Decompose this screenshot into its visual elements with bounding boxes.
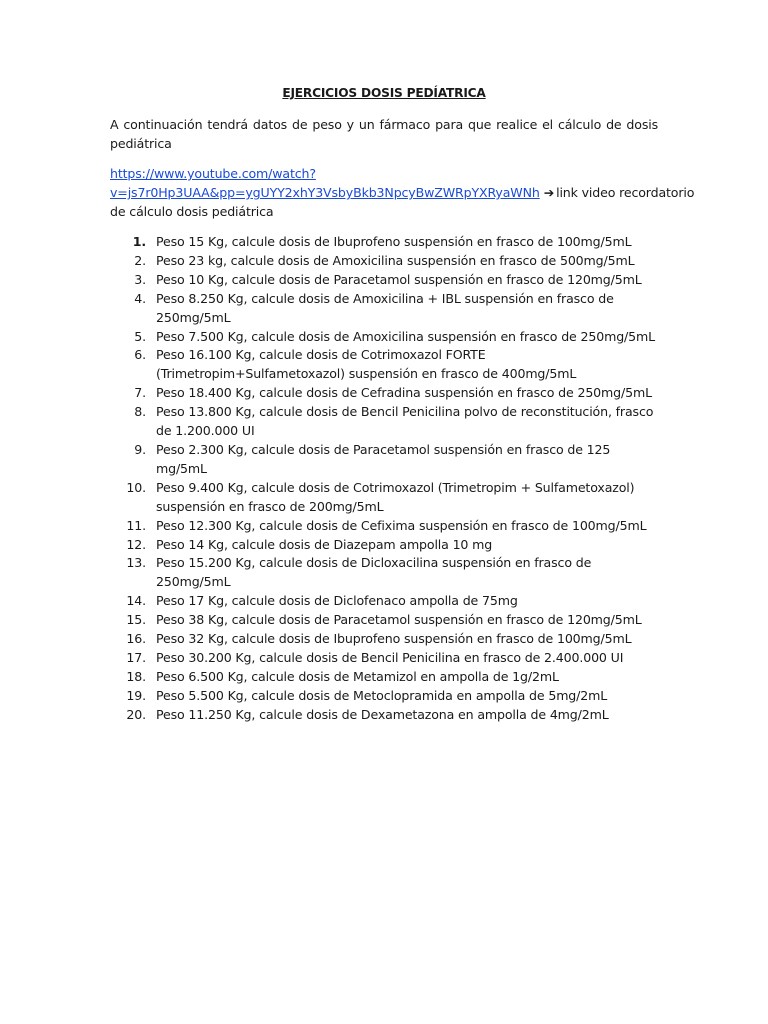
list-item <box>110 630 658 649</box>
list-item-text: Peso 12.300 Kg, calcule dosis de Cefixima suspensión en frasco de 100mg/5mL <box>156 517 647 533</box>
list-item-number: 19. <box>126 687 146 703</box>
list-item-number: 13. <box>126 555 146 571</box>
link-description-continued: de cálculo dosis pediátrica <box>110 204 274 219</box>
list-item-text: Peso 5.500 Kg, calcule dosis de Metoclopramida en ampolla de 5mg/2mL <box>156 687 608 703</box>
list-item-text: Peso 38 Kg, calcule dosis de Paracetamol suspensión en frasco de 120mg/5mL <box>156 612 642 628</box>
list-item <box>110 479 658 517</box>
list-item-text: Peso 32 Kg, calcule dosis de Ibuprofeno suspensión en frasco de 100mg/5mL <box>156 631 632 647</box>
list-item <box>110 687 658 706</box>
list-item-text: Peso 11.250 Kg, calcule dosis de Dexametazona en ampolla de 4mg/2mL <box>156 706 609 722</box>
list-item <box>110 290 658 328</box>
list-item <box>110 328 658 347</box>
list-item-text: Peso 6.500 Kg, calcule dosis de Metamizol en ampolla de 1g/2mL <box>156 668 559 684</box>
youtube-link-line-1[interactable]: https://www.youtube.com/watch? <box>110 166 316 181</box>
list-item-number: 2. <box>134 252 146 268</box>
page-title: EJERCICIOS DOSIS PEDÍATRICA <box>282 86 486 100</box>
right-arrow-icon: ➔ <box>543 185 555 200</box>
list-item <box>110 611 658 630</box>
list-item <box>110 668 658 687</box>
list-item <box>110 441 658 479</box>
list-item-text: Peso 14 Kg, calcule dosis de Diazepam ampolla 10 mg <box>156 536 493 552</box>
list-item-text: Peso 10 Kg, calcule dosis de Paracetamol suspensión en frasco de 120mg/5mL <box>156 271 642 287</box>
list-item-number: 17. <box>126 649 146 665</box>
list-item-number: 3. <box>134 271 146 287</box>
list-item <box>110 346 658 384</box>
list-item-text: Peso 18.400 Kg, calcule dosis de Cefradina suspensión en frasco de 250mg/5mL <box>156 385 652 401</box>
list-item <box>110 554 658 592</box>
list-item-number: 6. <box>134 347 146 363</box>
list-item-number: 8. <box>134 404 146 420</box>
intro-paragraph: A continuación tendrá datos de peso y un fármaco para que realice el cálculo de dosis pediátrica <box>110 117 658 151</box>
list-item-text: Peso 9.400 Kg, calcule dosis de Cotrimoxazol (Trimetropim + Sulfametoxazol) suspensión en frasco de 200mg/5mL <box>156 479 635 514</box>
list-item-number: 10. <box>126 479 146 495</box>
list-item <box>110 233 658 252</box>
list-item-text: Peso 7.500 Kg, calcule dosis de Amoxicilina suspensión en frasco de 250mg/5mL <box>156 328 655 344</box>
video-link-paragraph <box>110 164 695 221</box>
list-item-number: 4. <box>134 290 146 306</box>
link-description: link video recordatorio <box>556 185 695 200</box>
list-item-text: Peso 13.800 Kg, calcule dosis de Bencil Penicilina polvo de reconstitución, frasco de 1.200.000 UI <box>156 404 654 439</box>
list-item <box>110 271 658 290</box>
list-item-number: 16. <box>126 631 146 647</box>
list-item-number: 18. <box>126 668 146 684</box>
list-item <box>110 592 658 611</box>
list-item-text: Peso 23 kg, calcule dosis de Amoxicilina suspensión en frasco de 500mg/5mL <box>156 252 635 268</box>
exercise-list <box>110 233 658 725</box>
list-item <box>110 403 658 441</box>
list-item <box>110 649 658 668</box>
list-item-number: 9. <box>134 441 146 457</box>
list-item-text: Peso 17 Kg, calcule dosis de Diclofenaco ampolla de 75mg <box>156 593 518 609</box>
list-item <box>110 252 658 271</box>
list-item-text: Peso 30.200 Kg, calcule dosis de Bencil Penicilina en frasco de 2.400.000 UI <box>156 649 624 665</box>
list-item-number: 20. <box>126 706 146 722</box>
list-item-text: Peso 2.300 Kg, calcule dosis de Paracetamol suspensión en frasco de 125 mg/5mL <box>156 441 611 476</box>
list-item <box>110 384 658 403</box>
list-item-number: 5. <box>134 328 146 344</box>
list-item-number: 12. <box>126 536 146 552</box>
list-item-text: Peso 8.250 Kg, calcule dosis de Amoxicilina + IBL suspensión en frasco de 250mg/5mL <box>156 290 614 325</box>
list-item <box>110 536 658 555</box>
list-item-number: 14. <box>126 593 146 609</box>
list-item-number: 11. <box>126 517 146 533</box>
list-item <box>110 706 658 725</box>
list-item-number: 1. <box>132 234 146 249</box>
list-item-text: Peso 16.100 Kg, calcule dosis de Cotrimoxazol FORTE (Trimetropim+Sulfametoxazol) suspensión en frasco de 400mg/5mL <box>156 347 577 382</box>
youtube-link-line-2[interactable]: v=js7r0Hp3UAA&pp=ygUYY2xhY3VsbyBkb3NpcyBwZWRpYXRyaWNh <box>110 185 540 200</box>
list-item-number: 7. <box>134 385 146 401</box>
list-item-text: Peso 15.200 Kg, calcule dosis de Dicloxacilina suspensión en frasco de 250mg/5mL <box>156 555 592 590</box>
list-item-text: Peso 15 Kg, calcule dosis de Ibuprofeno suspensión en frasco de 100mg/5mL <box>156 234 632 249</box>
list-item-number: 15. <box>126 612 146 628</box>
list-item <box>110 517 658 536</box>
